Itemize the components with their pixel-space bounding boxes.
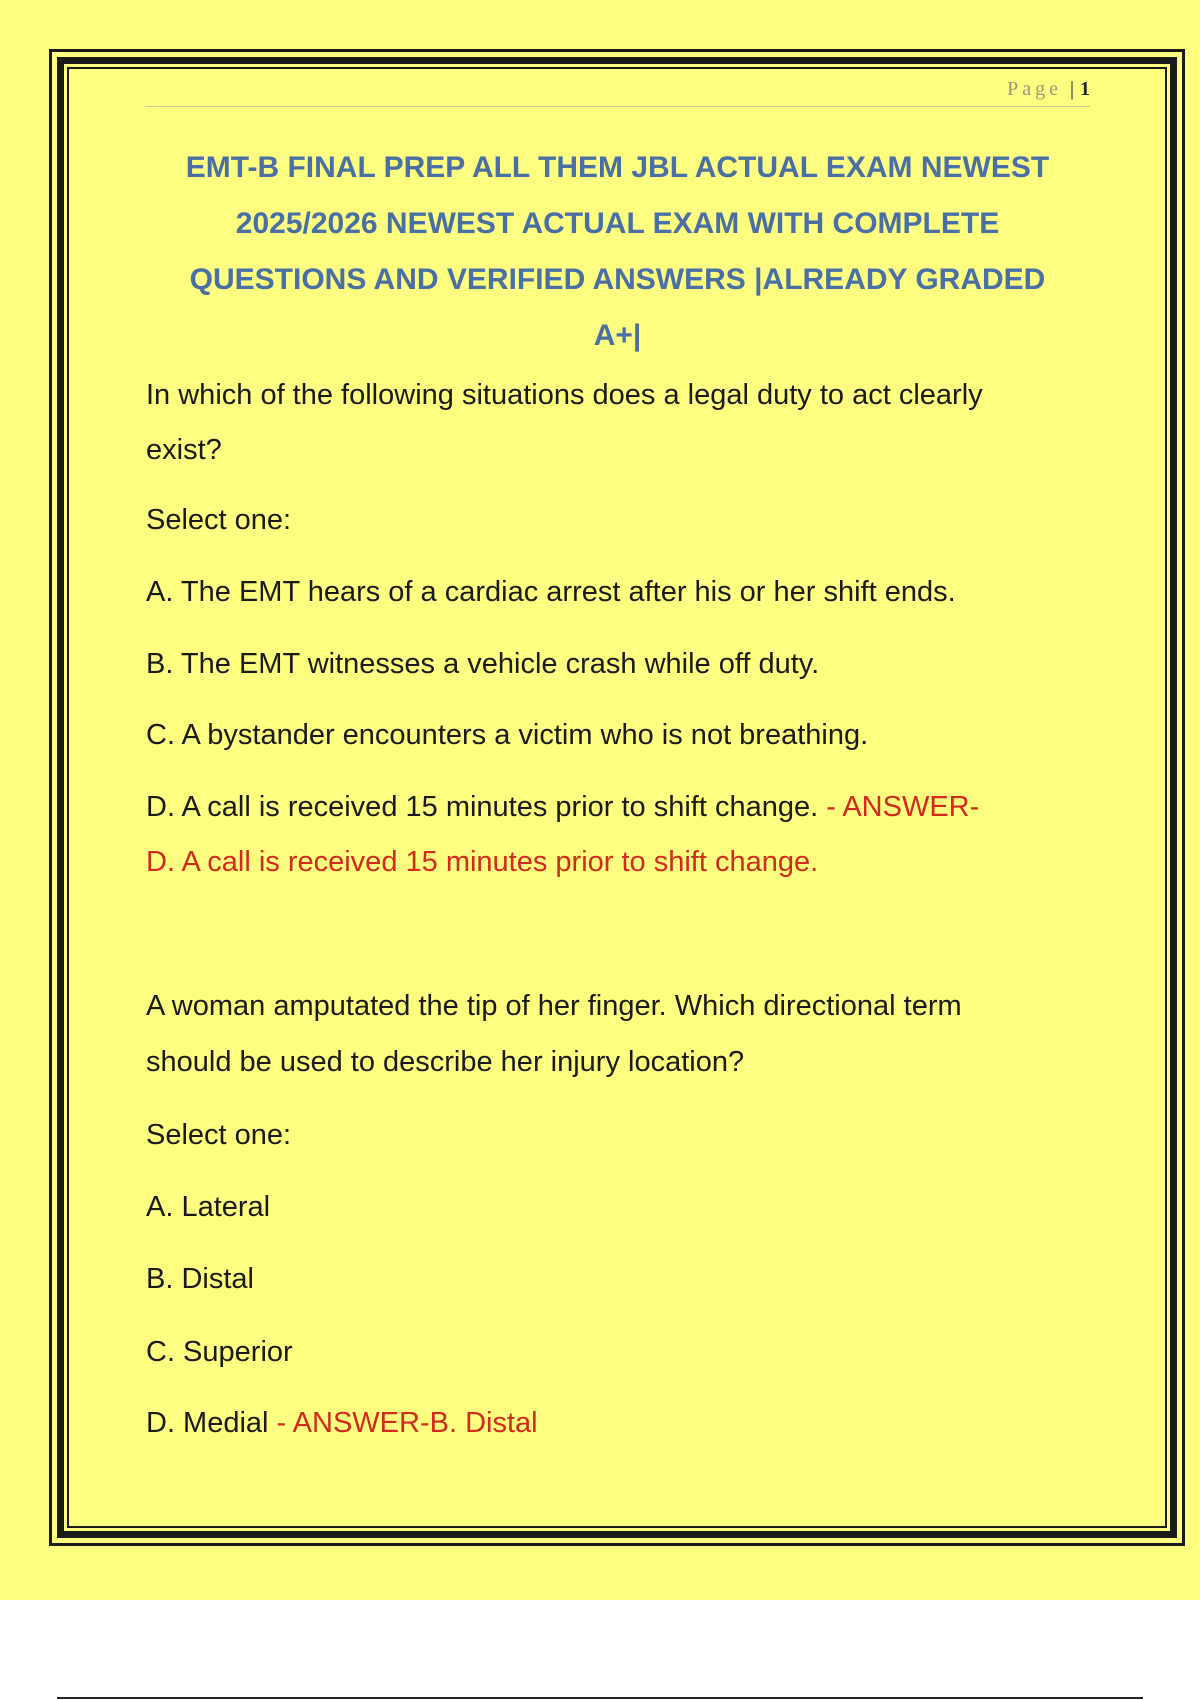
- answer-marker: - ANSWER-B. Distal: [268, 1407, 538, 1439]
- question-2-option-c: C. Superior: [146, 1336, 293, 1368]
- option-d-text: D. Medial: [146, 1407, 269, 1439]
- option-d-text: D. A call is received 15 minutes prior to shift change.: [146, 791, 819, 823]
- title-line: EMT-B FINAL PREP ALL THEM JBL ACTUAL EXAM NEWEST: [185, 151, 1050, 184]
- question-2-select-label: Select one:: [146, 1119, 292, 1151]
- question-1-option-d: [146, 787, 979, 827]
- page-separator: |: [1069, 78, 1074, 100]
- question-2-option-a: A. Lateral: [146, 1191, 271, 1223]
- question-1-option-b: B. The EMT witnesses a vehicle crash while off duty.: [146, 648, 820, 680]
- question-1-option-a: A. The EMT hears of a cardiac arrest after his or her shift ends.: [146, 576, 956, 608]
- title-line: QUESTIONS AND VERIFIED ANSWERS |ALREADY GRADED: [189, 263, 1046, 296]
- question-2-option-d: [146, 1403, 538, 1443]
- question-2-prompt-line: should be used to describe her injury location?: [146, 1046, 745, 1078]
- page-word: Page: [1007, 78, 1062, 100]
- question-1-prompt-line: In which of the following situations does a legal duty to act clearly: [146, 379, 983, 411]
- question-1-select-label: Select one:: [146, 504, 292, 536]
- page-number: 1: [1080, 78, 1090, 100]
- question-2-option-b: B. Distal: [146, 1263, 254, 1295]
- question-1-answer: D. A call is received 15 minutes prior to shift change.: [146, 846, 819, 878]
- answer-marker: - ANSWER-: [818, 791, 980, 823]
- document-title: [145, 140, 1090, 364]
- question-1-option-c: C. A bystander encounters a victim who is not breathing.: [146, 719, 869, 751]
- title-line: A+|: [593, 319, 642, 352]
- footer-rule: [57, 1697, 1143, 1699]
- title-line: 2025/2026 NEWEST ACTUAL EXAM WITH COMPLETE: [235, 207, 1000, 240]
- page-header: [145, 74, 1090, 107]
- question-1-prompt-line: exist?: [146, 434, 222, 466]
- question-2-prompt-line: A woman amputated the tip of her finger. Which directional term: [146, 990, 962, 1022]
